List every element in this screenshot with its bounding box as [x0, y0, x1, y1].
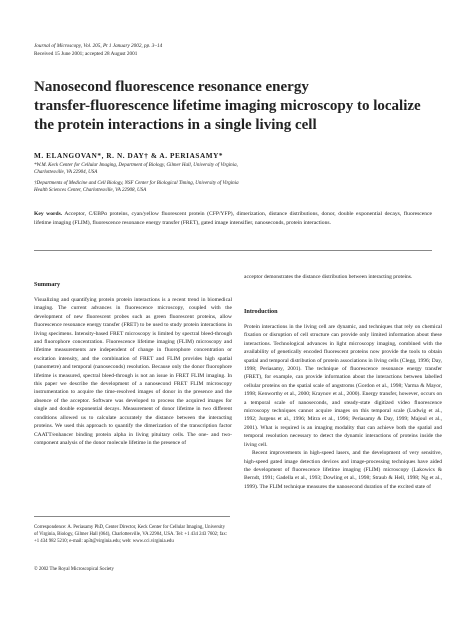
copyright-note: © 2002 The Royal Microscopical Society	[34, 567, 114, 572]
affiliation-line: Charlottesville, VA 22904, USA	[34, 170, 98, 175]
journal-citation: Journal of Microscopy, Vol. 205, Pt 1 January 2002, pp. 3–14	[34, 43, 163, 49]
keywords-label: Key words.	[34, 211, 63, 217]
introduction-text	[244, 323, 442, 491]
paper-title	[34, 78, 444, 135]
title-line: transfer-fluorescence lifetime imaging microscopy to localize	[34, 98, 421, 114]
affiliation-line: Health Sciences Center, Charlottesville, VA 22908, USA	[34, 188, 147, 193]
affiliation-line: †Departments of Medicine and Cell Biology, NSF Center for Biological Timing, University of Virginia	[34, 181, 239, 186]
footnote-divider	[34, 516, 230, 517]
author-list: M. ELANGOVAN*, R. N. DAY† & A. PERIASAMY*	[34, 152, 224, 160]
summary-continuation	[244, 273, 442, 281]
summary-continuation-text: acceptor demonstrates the distance distribution between interacting proteins.	[244, 274, 413, 280]
intro-paragraph: Recent improvements in high-speed lasers, and the development of very sensitive, high-speed gated image detection devices and image-processing techniques have aided the development of fluorescence lifetime imaging (FLIM) microscopy (Lakowics & Berndt, 1991; Gadella et al., 1993; Dowling et al., 1998; Straub & Hell, 1998; Ng et al., 1999). The FLIM technique measures the nanosecond duration of the excited state of	[244, 450, 442, 490]
received-dates: Received 15 June 2001; accepted 28 August 2001	[34, 51, 138, 57]
summary-paragraph: Visualizing and quantifying protein protein interactions is a recent trend in biomedical imaging. The current advances in fluorescence microscopy, coupled with the development of new fluorescent probes such as green fluorescent proteins, allow fluorescence resonance energy transfer (FRET) to be used to study protein interactions in living specimens. Intensity-based FRET microscopy is limited by spectral bleed-through and fluorophore concentration. Fluorescence lifetime imaging (FLIM) microscopy and lifetime measurements are independent of change in fluorophore concentration or excitation intensity, and the combination of FRET and FLIM provides high spatial (nanometre) and temporal (nanoseconds) resolution. Because only the donor fluorophore lifetime is measured, spectral bleed-through is not an issue in FRET FLIM imaging. In this paper we describe the development of a nanosecond FRET FLIM microscopy instrumentation to acquire the time-resolved images of donor in the presence and the absence of the acceptor. Software was developed to process the acquired images for single and double exponential decays. Measurement of donor lifetime in two different conditions allowed us to calculate accurately the distance between the interacting proteins. We used this approach to quantify the dimerization of the transcription factor CAATT/enhancer binding protein alpha in living pituitary cells. The one- and two-component analysis of the donor molecule lifetime in the presence of	[34, 297, 232, 446]
introduction-heading: Introduction	[244, 308, 278, 315]
affiliation-line: *W.M. Keck Center for Cellular Imaging, Department of Biology, Gilmer Hall, University of Virginia,	[34, 163, 238, 168]
title-line: Nanosecond fluorescence resonance energy	[34, 79, 309, 95]
section-divider	[34, 250, 432, 251]
summary-heading: Summary	[34, 281, 61, 288]
intro-paragraph: Protein interactions in the living cell are dynamic, and techniques that rely on chemical fixation or disruption of cell structure can provide only limited information about these interactions. Technological advances in light microscopy imaging, combined with the availability of genetically encoded fluorescent proteins now provide the tools to obtain spatial and temporal distribution of protein associations in living cells (Clegg, 1996; Day, 1998; Periasamy, 2001). The technique of fluorescence resonance energy transfer (FRET), for example, can provide information about the interactions between labelled cellular proteins on the spatial scale of angstroms (Gordon et al., 1998; Varma & Mayor, 1998; Kenworthy et al., 2000; Kraynov et al., 2000). Energy transfer, however, occurs on a temporal scale of nanoseconds, and steady-state digitized video fluorescence microscopy techniques cannot acquire images on this temporal scale (Ludwig et al., 1992; Jurgens et al., 1996; Mitra et al., 1996; Periasamy & Day, 1999; Majoul et al., 2001). What is required is an imaging modality that can achieve both the spatial and temporal resolution necessary to detect the dynamic interactions of proteins inside the living cell.	[244, 324, 442, 448]
summary-text	[34, 296, 232, 447]
title-line: the protein interactions in a single living cell	[34, 117, 317, 133]
correspondence-note: Correspondence: A. Periasamy PhD, Center Director, Keck Center for Cellular Imaging, University of Virginia, Biology, Gilmer Hall (064), Charlottesville, VA 22904, USA. Tel: +1 434 243 7602; fax: +1 434 982 5210; e-mail: ap3t@virginia.edu; web: www.cci.virginia.edu	[34, 525, 228, 544]
keywords-block	[34, 210, 432, 227]
keywords-text: Acceptor, C/EBPα proteins, cyan/yellow fluorescent protein (CFP/YFP), dimerization, distance distributions, donor, double exponential decays, fluorescence lifetime imaging (FLIM), fluorescence resonance energy transfer (FRET), gated image intensifier, nanoseconds, protein interactions.	[34, 211, 432, 226]
